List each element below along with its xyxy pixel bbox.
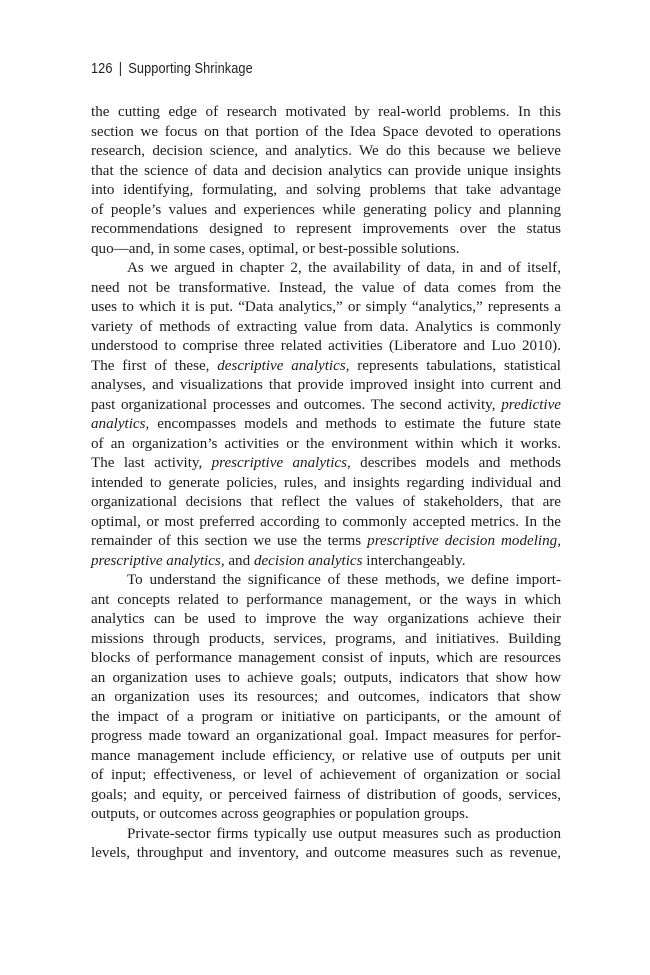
text-line — [91, 123, 561, 143]
text-line — [91, 591, 561, 611]
text-run: , describes models and methods — [347, 455, 561, 471]
text-run: interchangeably. — [362, 552, 466, 569]
italic-term: prescriptive decision modeling — [367, 533, 558, 549]
text-line — [91, 610, 561, 630]
text-run: The last activity, — [91, 455, 212, 471]
text-line — [91, 688, 561, 708]
text-run: , and — [220, 552, 254, 569]
text-run: understood to comprise three related activities (Liberatore and Luo 2010). — [91, 338, 561, 354]
text-run: of people’s values and experiences while generating policy and planning — [91, 201, 561, 218]
text-line — [91, 805, 561, 825]
paragraph — [91, 825, 561, 864]
page-number: 126 — [91, 61, 113, 77]
text-run: past organizational processes and outcomes. The second activity, — [91, 396, 502, 413]
italic-term: prescriptive analytics — [211, 455, 348, 471]
text-line — [91, 474, 561, 494]
text-run: analytics can be used to improve the way organizations achieve their — [91, 611, 561, 627]
text-line — [91, 201, 561, 221]
text-run: of input; effectiveness, or level of achievement of organization or social — [91, 767, 561, 783]
text-line — [91, 337, 561, 357]
text-line — [91, 571, 561, 591]
text-line — [91, 357, 561, 377]
running-head — [91, 61, 253, 77]
text-run: organizational decisions that reflect the values of stakeholders, that are — [91, 494, 561, 510]
text-run: As we argued in chapter 2, the availability of data, in and of itself, — [127, 260, 561, 276]
text-run: progress made toward an organizational goal. Impact measures for perfor- — [91, 728, 561, 744]
text-line — [91, 454, 561, 474]
text-line — [91, 435, 561, 455]
text-line — [91, 532, 561, 552]
text-run: quo—and, in some cases, optimal, or best-possible solutions. — [91, 240, 460, 257]
text-run: that the science of data and decision analytics can provide unique insights — [91, 162, 561, 179]
italic-term: analytics — [91, 416, 146, 432]
text-line — [91, 162, 561, 182]
paragraph — [91, 571, 561, 825]
body-text — [91, 103, 561, 864]
text-line — [91, 727, 561, 747]
text-line — [91, 649, 561, 669]
text-run: section we focus on that portion of the Idea Space devoted to operations — [91, 123, 561, 140]
italic-term: prescriptive analytics — [91, 552, 221, 569]
header-separator: | — [118, 61, 123, 77]
text-line — [91, 786, 561, 806]
text-run: optimal, or most preferred according to commonly accepted metrics. In the — [91, 513, 561, 530]
text-line — [91, 298, 561, 318]
text-run: need not be transformative. Instead, the value of data comes from the — [91, 279, 561, 296]
chapter-title: Supporting Shrinkage — [128, 61, 253, 77]
text-run: goals; and equity, or perceived fairness of distribution of goods, services, — [91, 786, 561, 803]
text-line — [91, 513, 561, 533]
italic-term: decision analytics — [253, 552, 363, 569]
text-line — [91, 766, 561, 786]
paragraph — [91, 259, 561, 571]
text-run: uses to which it is put. “Data analytics,” or simply “analytics,” represents a — [91, 299, 561, 315]
text-line — [91, 493, 561, 513]
text-run: , encompasses models and methods to estimate the future state — [145, 416, 561, 432]
text-run: intended to generate policies, rules, and insights regarding individual and — [91, 474, 561, 491]
text-run: an organization uses to achieve goals; outputs, indicators that show how — [91, 669, 561, 686]
text-run: To understand the significance of these methods, we define import- — [127, 572, 561, 588]
text-line — [91, 747, 561, 767]
text-line — [91, 259, 561, 279]
text-run: , — [557, 533, 561, 549]
text-run: blocks of performance management consist of inputs, which are resources — [91, 650, 561, 666]
text-line — [91, 415, 561, 435]
italic-term: descriptive analytics — [217, 357, 346, 374]
text-run: analyses, and visualizations that provide improved insight into current and — [91, 377, 561, 393]
text-line — [91, 240, 561, 260]
text-line — [91, 844, 561, 864]
text-line — [91, 318, 561, 338]
text-line — [91, 376, 561, 396]
text-run: remainder of this section we use the terms — [91, 533, 368, 549]
italic-term: predictive — [501, 396, 561, 413]
text-run: recommendations designed to represent improvements over the status — [91, 221, 561, 237]
text-line — [91, 708, 561, 728]
text-line — [91, 669, 561, 689]
text-run: variety of methods of extracting value from data. Analytics is commonly — [91, 318, 561, 335]
text-run: the impact of a program or initiative on participants, or the amount of — [91, 708, 561, 725]
text-run: into identifying, formulating, and solving problems that take advantage — [91, 182, 561, 198]
text-run: The first of these, — [91, 357, 218, 374]
text-run: mance management include efficiency, or relative use of outputs per unit — [91, 747, 561, 764]
text-line — [91, 279, 561, 299]
text-run: missions through products, services, programs, and initiatives. Building — [91, 630, 561, 647]
text-run: the cutting edge of research motivated by real-world problems. In this — [91, 104, 561, 120]
text-run: outputs, or outcomes across geographies or population groups. — [91, 806, 469, 822]
text-line — [91, 630, 561, 650]
text-run: levels, throughput and inventory, and outcome measures such as revenue, — [91, 845, 561, 861]
text-run: ant concepts related to performance management, or the ways in which — [91, 591, 561, 608]
text-run: research, decision science, and analytics. We do this because we believe — [91, 143, 561, 159]
text-line — [91, 103, 561, 123]
text-line — [91, 142, 561, 162]
text-run: , represents tabulations, statistical — [345, 357, 561, 374]
text-line — [91, 825, 561, 845]
text-line — [91, 396, 561, 416]
text-line — [91, 220, 561, 240]
text-run: Private-sector firms typically use output measures such as production — [127, 825, 561, 842]
paragraph — [91, 103, 561, 259]
text-run: of an organization’s activities or the environment within which it works. — [91, 435, 561, 452]
text-run: an organization uses its resources; and outcomes, indicators that show — [91, 689, 561, 705]
text-line — [91, 181, 561, 201]
text-line — [91, 552, 561, 572]
